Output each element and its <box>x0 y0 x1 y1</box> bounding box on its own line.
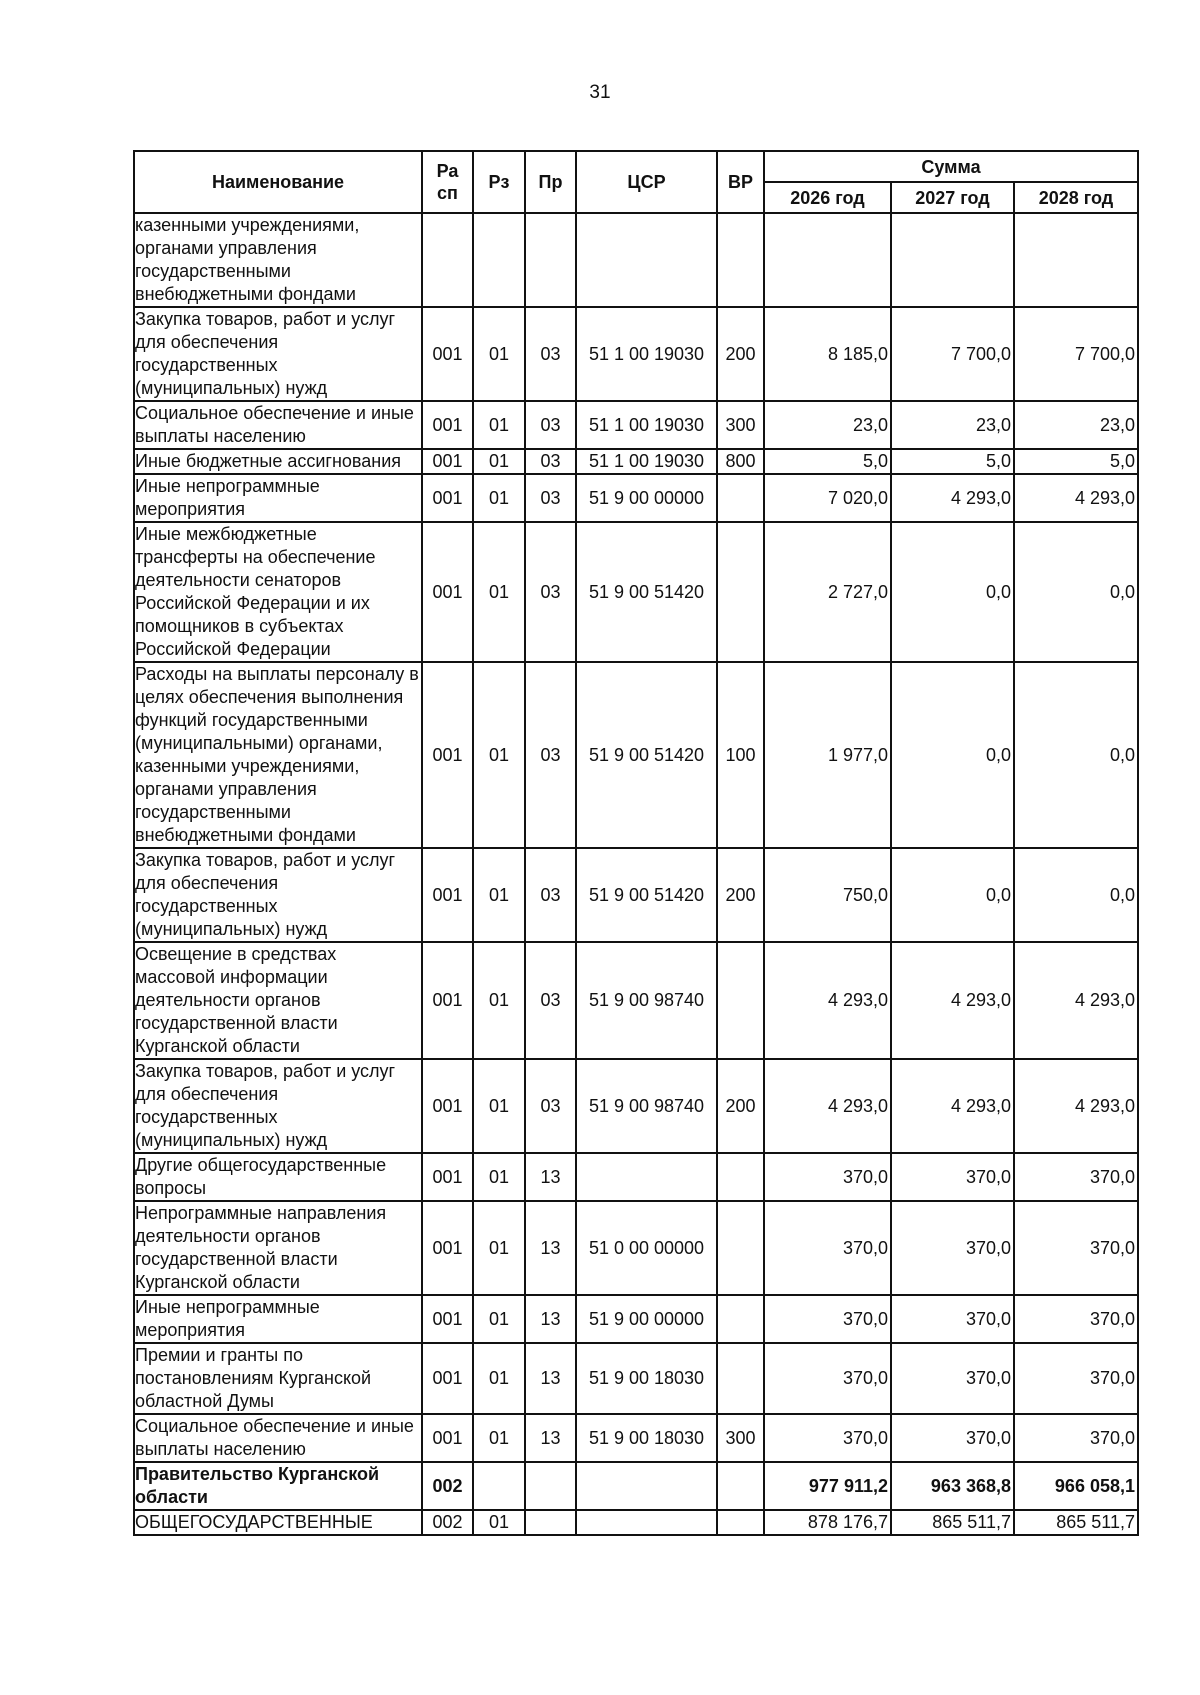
cell-vr: 800 <box>717 449 764 474</box>
cell-vr: 200 <box>717 1059 764 1153</box>
cell-pr: 13 <box>525 1295 576 1343</box>
cell-amount-2028: 0,0 <box>1014 662 1138 848</box>
cell-amount-2027: 4 293,0 <box>891 474 1014 522</box>
table-row <box>134 522 1138 662</box>
cell-pr: 13 <box>525 1153 576 1201</box>
cell-amount-2026: 8 185,0 <box>764 307 891 401</box>
cell-vr: 200 <box>717 848 764 942</box>
cell-name: Иные непрограммные мероприятия <box>134 1295 422 1343</box>
header-sum: Сумма <box>764 151 1138 182</box>
cell-amount-2026: 370,0 <box>764 1295 891 1343</box>
cell-csr: 51 9 00 18030 <box>576 1343 717 1414</box>
cell-amount-2026: 878 176,7 <box>764 1510 891 1535</box>
cell-rasp: 001 <box>422 1295 473 1343</box>
cell-vr: 300 <box>717 401 764 449</box>
cell-rz: 01 <box>473 1295 525 1343</box>
cell-pr <box>525 213 576 307</box>
cell-csr: 51 9 00 98740 <box>576 1059 717 1153</box>
cell-name: Закупка товаров, работ и услуг для обеспечения государственных (муниципальных) нужд <box>134 307 422 401</box>
cell-name: Непрограммные направления деятельности органов государственной власти Курганской области <box>134 1201 422 1295</box>
cell-csr: 51 9 00 51420 <box>576 662 717 848</box>
cell-csr: 51 1 00 19030 <box>576 449 717 474</box>
table-row <box>134 1343 1138 1414</box>
cell-rz: 01 <box>473 307 525 401</box>
cell-amount-2028: 370,0 <box>1014 1343 1138 1414</box>
cell-amount-2028: 370,0 <box>1014 1414 1138 1462</box>
table-row <box>134 449 1138 474</box>
cell-amount-2027: 0,0 <box>891 662 1014 848</box>
cell-pr: 03 <box>525 662 576 848</box>
cell-rz <box>473 1462 525 1510</box>
cell-csr: 51 1 00 19030 <box>576 401 717 449</box>
cell-amount-2028: 5,0 <box>1014 449 1138 474</box>
cell-amount-2026: 5,0 <box>764 449 891 474</box>
cell-amount-2028: 0,0 <box>1014 848 1138 942</box>
table-row <box>134 1201 1138 1295</box>
cell-rz: 01 <box>473 474 525 522</box>
cell-amount-2027: 5,0 <box>891 449 1014 474</box>
cell-amount-2028: 370,0 <box>1014 1201 1138 1295</box>
cell-rz: 01 <box>473 401 525 449</box>
table-row <box>134 1414 1138 1462</box>
cell-rz <box>473 213 525 307</box>
cell-rasp: 001 <box>422 1059 473 1153</box>
cell-rz: 01 <box>473 1153 525 1201</box>
cell-rz: 01 <box>473 1510 525 1535</box>
header-pr: Пр <box>525 151 576 213</box>
cell-csr: 51 9 00 51420 <box>576 848 717 942</box>
cell-rasp: 001 <box>422 662 473 848</box>
cell-amount-2028: 370,0 <box>1014 1295 1138 1343</box>
header-vr: ВР <box>717 151 764 213</box>
cell-name: казенными учреждениями, органами управления государственными внебюджетными фондами <box>134 213 422 307</box>
cell-name: Иные бюджетные ассигнования <box>134 449 422 474</box>
table-row <box>134 307 1138 401</box>
cell-rasp: 002 <box>422 1510 473 1535</box>
cell-rz: 01 <box>473 942 525 1059</box>
cell-pr: 13 <box>525 1343 576 1414</box>
cell-name: ОБЩЕГОСУДАРСТВЕННЫЕ <box>134 1510 422 1535</box>
header-rasp: Ра сп <box>422 151 473 213</box>
table-row <box>134 401 1138 449</box>
cell-rasp: 001 <box>422 474 473 522</box>
table-row <box>134 213 1138 307</box>
cell-name: Социальное обеспечение и иные выплаты населению <box>134 401 422 449</box>
cell-rasp: 001 <box>422 1343 473 1414</box>
header-name: Наименование <box>134 151 422 213</box>
cell-rz: 01 <box>473 1343 525 1414</box>
cell-pr: 03 <box>525 401 576 449</box>
cell-amount-2028: 4 293,0 <box>1014 942 1138 1059</box>
cell-csr <box>576 1462 717 1510</box>
table-row <box>134 474 1138 522</box>
table-row <box>134 942 1138 1059</box>
cell-csr <box>576 1510 717 1535</box>
cell-amount-2027: 4 293,0 <box>891 1059 1014 1153</box>
cell-amount-2026: 2 727,0 <box>764 522 891 662</box>
cell-amount-2027: 0,0 <box>891 848 1014 942</box>
header-csr: ЦСР <box>576 151 717 213</box>
cell-name: Премии и гранты по постановлениям Курганской областной Думы <box>134 1343 422 1414</box>
cell-vr: 100 <box>717 662 764 848</box>
cell-vr <box>717 474 764 522</box>
table-row <box>134 1462 1138 1510</box>
table-row <box>134 1510 1138 1535</box>
cell-name: Другие общегосударственные вопросы <box>134 1153 422 1201</box>
cell-pr: 03 <box>525 942 576 1059</box>
cell-pr <box>525 1510 576 1535</box>
cell-name: Правительство Курганской области <box>134 1462 422 1510</box>
cell-vr <box>717 1201 764 1295</box>
budget-table <box>133 150 1139 1536</box>
cell-amount-2028: 7 700,0 <box>1014 307 1138 401</box>
cell-vr <box>717 1343 764 1414</box>
cell-csr <box>576 213 717 307</box>
cell-amount-2028: 0,0 <box>1014 522 1138 662</box>
table-row <box>134 1059 1138 1153</box>
cell-amount-2027: 370,0 <box>891 1153 1014 1201</box>
cell-rasp <box>422 213 473 307</box>
cell-rasp: 001 <box>422 307 473 401</box>
cell-vr <box>717 1462 764 1510</box>
cell-vr <box>717 522 764 662</box>
header-year-2028: 2028 год <box>1014 182 1138 213</box>
cell-rasp: 001 <box>422 1201 473 1295</box>
cell-pr: 03 <box>525 1059 576 1153</box>
cell-amount-2026: 370,0 <box>764 1201 891 1295</box>
cell-name: Иные межбюджетные трансферты на обеспечение деятельности сенаторов Российской Федерации и их помощников в субъектах Российской Федерации <box>134 522 422 662</box>
cell-amount-2026 <box>764 213 891 307</box>
cell-amount-2027: 370,0 <box>891 1295 1014 1343</box>
cell-rasp: 001 <box>422 942 473 1059</box>
cell-rasp: 001 <box>422 1414 473 1462</box>
cell-csr: 51 9 00 51420 <box>576 522 717 662</box>
cell-amount-2026: 23,0 <box>764 401 891 449</box>
cell-amount-2027: 963 368,8 <box>891 1462 1014 1510</box>
cell-rz: 01 <box>473 522 525 662</box>
cell-amount-2026: 4 293,0 <box>764 942 891 1059</box>
cell-amount-2028: 4 293,0 <box>1014 1059 1138 1153</box>
cell-name: Закупка товаров, работ и услуг для обеспечения государственных (муниципальных) нужд <box>134 1059 422 1153</box>
cell-name: Закупка товаров, работ и услуг для обеспечения государственных (муниципальных) нужд <box>134 848 422 942</box>
cell-amount-2027: 23,0 <box>891 401 1014 449</box>
header-year-2027: 2027 год <box>891 182 1014 213</box>
cell-vr <box>717 1153 764 1201</box>
cell-pr <box>525 1462 576 1510</box>
cell-name: Расходы на выплаты персоналу в целях обеспечения выполнения функций государственными (муниципальными) органами, казенными учреждениями, органами управления государственными внебюджетными фондами <box>134 662 422 848</box>
table-row <box>134 848 1138 942</box>
cell-pr: 13 <box>525 1201 576 1295</box>
cell-vr <box>717 942 764 1059</box>
cell-amount-2027: 370,0 <box>891 1414 1014 1462</box>
cell-vr <box>717 1295 764 1343</box>
cell-rasp: 002 <box>422 1462 473 1510</box>
cell-amount-2026: 370,0 <box>764 1343 891 1414</box>
cell-vr: 200 <box>717 307 764 401</box>
cell-rz: 01 <box>473 1414 525 1462</box>
cell-csr: 51 0 00 00000 <box>576 1201 717 1295</box>
cell-rz: 01 <box>473 848 525 942</box>
cell-amount-2028: 966 058,1 <box>1014 1462 1138 1510</box>
cell-pr: 03 <box>525 522 576 662</box>
cell-amount-2027: 4 293,0 <box>891 942 1014 1059</box>
cell-rz: 01 <box>473 1201 525 1295</box>
cell-amount-2026: 1 977,0 <box>764 662 891 848</box>
cell-amount-2028: 4 293,0 <box>1014 474 1138 522</box>
cell-name: Освещение в средствах массовой информации деятельности органов государственной власти Курганской области <box>134 942 422 1059</box>
cell-amount-2026: 370,0 <box>764 1153 891 1201</box>
cell-vr: 300 <box>717 1414 764 1462</box>
cell-pr: 03 <box>525 848 576 942</box>
cell-csr <box>576 1153 717 1201</box>
cell-csr: 51 9 00 18030 <box>576 1414 717 1462</box>
cell-csr: 51 9 00 98740 <box>576 942 717 1059</box>
cell-amount-2028: 23,0 <box>1014 401 1138 449</box>
cell-amount-2026: 4 293,0 <box>764 1059 891 1153</box>
cell-csr: 51 9 00 00000 <box>576 1295 717 1343</box>
cell-amount-2026: 977 911,2 <box>764 1462 891 1510</box>
cell-rasp: 001 <box>422 449 473 474</box>
cell-pr: 03 <box>525 307 576 401</box>
cell-amount-2026: 750,0 <box>764 848 891 942</box>
cell-vr <box>717 1510 764 1535</box>
cell-name: Социальное обеспечение и иные выплаты населению <box>134 1414 422 1462</box>
cell-rasp: 001 <box>422 401 473 449</box>
cell-amount-2028: 865 511,7 <box>1014 1510 1138 1535</box>
header-year-2026: 2026 год <box>764 182 891 213</box>
cell-amount-2027 <box>891 213 1014 307</box>
cell-rasp: 001 <box>422 522 473 662</box>
table-row <box>134 1295 1138 1343</box>
cell-amount-2027: 370,0 <box>891 1201 1014 1295</box>
cell-csr: 51 1 00 19030 <box>576 307 717 401</box>
cell-pr: 13 <box>525 1414 576 1462</box>
table-body <box>134 213 1138 1535</box>
cell-amount-2027: 0,0 <box>891 522 1014 662</box>
cell-name: Иные непрограммные мероприятия <box>134 474 422 522</box>
cell-amount-2026: 7 020,0 <box>764 474 891 522</box>
cell-rasp: 001 <box>422 848 473 942</box>
cell-pr: 03 <box>525 474 576 522</box>
cell-csr: 51 9 00 00000 <box>576 474 717 522</box>
page-number: 31 <box>589 82 611 103</box>
cell-vr <box>717 213 764 307</box>
cell-amount-2028: 370,0 <box>1014 1153 1138 1201</box>
cell-amount-2027: 370,0 <box>891 1343 1014 1414</box>
cell-rz: 01 <box>473 1059 525 1153</box>
table-row <box>134 1153 1138 1201</box>
cell-amount-2027: 7 700,0 <box>891 307 1014 401</box>
cell-rz: 01 <box>473 662 525 848</box>
table-row <box>134 662 1138 848</box>
cell-amount-2026: 370,0 <box>764 1414 891 1462</box>
cell-rasp: 001 <box>422 1153 473 1201</box>
cell-amount-2027: 865 511,7 <box>891 1510 1014 1535</box>
cell-pr: 03 <box>525 449 576 474</box>
cell-amount-2028 <box>1014 213 1138 307</box>
header-rz: Рз <box>473 151 525 213</box>
cell-rz: 01 <box>473 449 525 474</box>
